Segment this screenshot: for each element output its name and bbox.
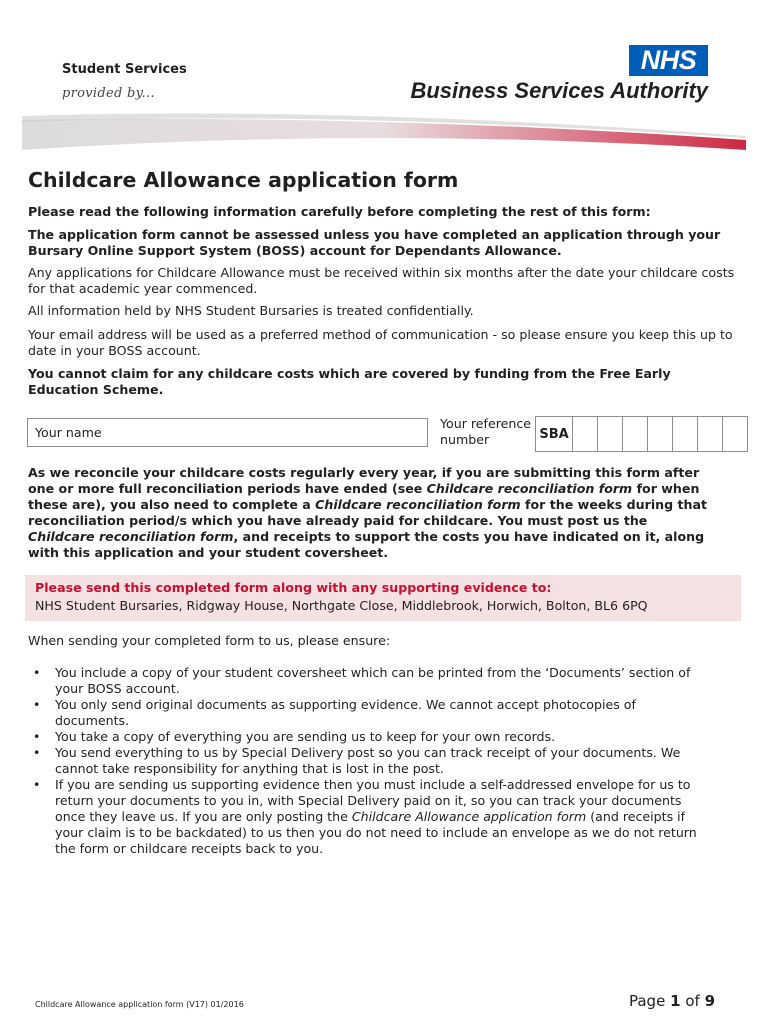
student-services-label: Student Services [62, 62, 187, 77]
reference-digit-box[interactable] [647, 416, 673, 452]
nhs-logo: NHS [629, 45, 708, 76]
list-item: • You only send original documents as supporting evidence. We cannot accept photocopies of documents. [33, 697, 636, 728]
reference-digit-box[interactable] [622, 416, 648, 452]
reference-number-field[interactable] [535, 416, 748, 452]
reference-digit-box[interactable] [722, 416, 748, 452]
send-address-heading: Please send this completed form along with any supporting evidence to: [35, 580, 552, 595]
email-text: Your email address will be used as a preferred method of communication - so please ensure you keep this up to date in your BOSS account. [28, 327, 733, 358]
cannot-assess-text: The application form cannot be assessed unless you have completed an application through your Bursary Online Support System (BOSS) account for Dependants Allowance. [28, 227, 721, 258]
page-title: Childcare Allowance application form [28, 168, 459, 192]
header-swoosh-graphic [22, 110, 746, 154]
send-address: NHS Student Bursaries, Ridgway House, Northgate Close, Middlebrook, Horwich, Bolton, BL6 6PQ [35, 598, 648, 613]
bullet-icon: • [33, 697, 41, 712]
list-item: • You include a copy of your student coversheet which can be printed from the ‘Documents’ section of your BOSS account. [33, 665, 691, 696]
six-months-text: Any applications for Childcare Allowance must be received within six months after the date your childcare costs for that academic year commenced. [28, 265, 735, 296]
footer-form-code: Childcare Allowance application form (V17) 01/2016 [35, 1000, 244, 1009]
bullet-icon: • [33, 729, 41, 744]
reference-digit-box[interactable] [672, 416, 698, 452]
page-number: Page 1 of 9 [628, 992, 715, 1010]
ensure-lead-text: When sending your completed form to us, please ensure: [28, 633, 391, 648]
list-item: • You send everything to us by Special Delivery post so you can track receipt of your documents. We cannot take responsibility for anything that is lost in the post. [33, 745, 681, 776]
reference-digit-box[interactable] [572, 416, 598, 452]
business-services-authority-label: Business Services Authority [410, 78, 708, 103]
reference-digit-box[interactable] [597, 416, 623, 452]
your-name-label: Your name [35, 425, 102, 440]
confidential-text: All information held by NHS Student Bursaries is treated confidentially. [28, 303, 474, 318]
list-item: • You take a copy of everything you are sending us to keep for your own records. [33, 729, 556, 744]
bullet-icon: • [33, 745, 41, 760]
reconciliation-text: As we reconcile your childcare costs regularly every year, if you are submitting this form after one or more full reconciliation periods have ended (see Childcare reconciliation form for when these are), you also need to complete a Childcare reconciliation form for the weeks during that reconciliation period/s which you have already paid for childcare. You must post us the Childcare reconciliation form, and receipts to support the costs you have indicated on it, along with this application and your student coversheet. [28, 465, 708, 560]
reference-prefix: SBA [535, 416, 573, 452]
bullet-icon: • [33, 777, 41, 792]
reference-number-label: Your reference number [440, 416, 532, 447]
please-read-text: Please read the following information carefully before completing the rest of this form: [28, 204, 651, 219]
bullet-icon: • [33, 665, 41, 680]
list-item: • If you are sending us supporting evidence then you must include a self-addressed envelope for us to return your documents to you in, with Special Delivery paid on it, so you can track your documents once they leave us. If you are only posting the Childcare Allowance application form (and receipts if your claim is to be backdated) to us then you do not need to include an envelope as we do not return the form or childcare receipts back to you. [33, 777, 697, 856]
ensure-list [28, 665, 708, 857]
provided-by-label: provided by... [62, 86, 155, 101]
reference-digit-box[interactable] [697, 416, 723, 452]
no-claim-text: You cannot claim for any childcare costs which are covered by funding from the Free Early Education Scheme. [28, 366, 671, 397]
